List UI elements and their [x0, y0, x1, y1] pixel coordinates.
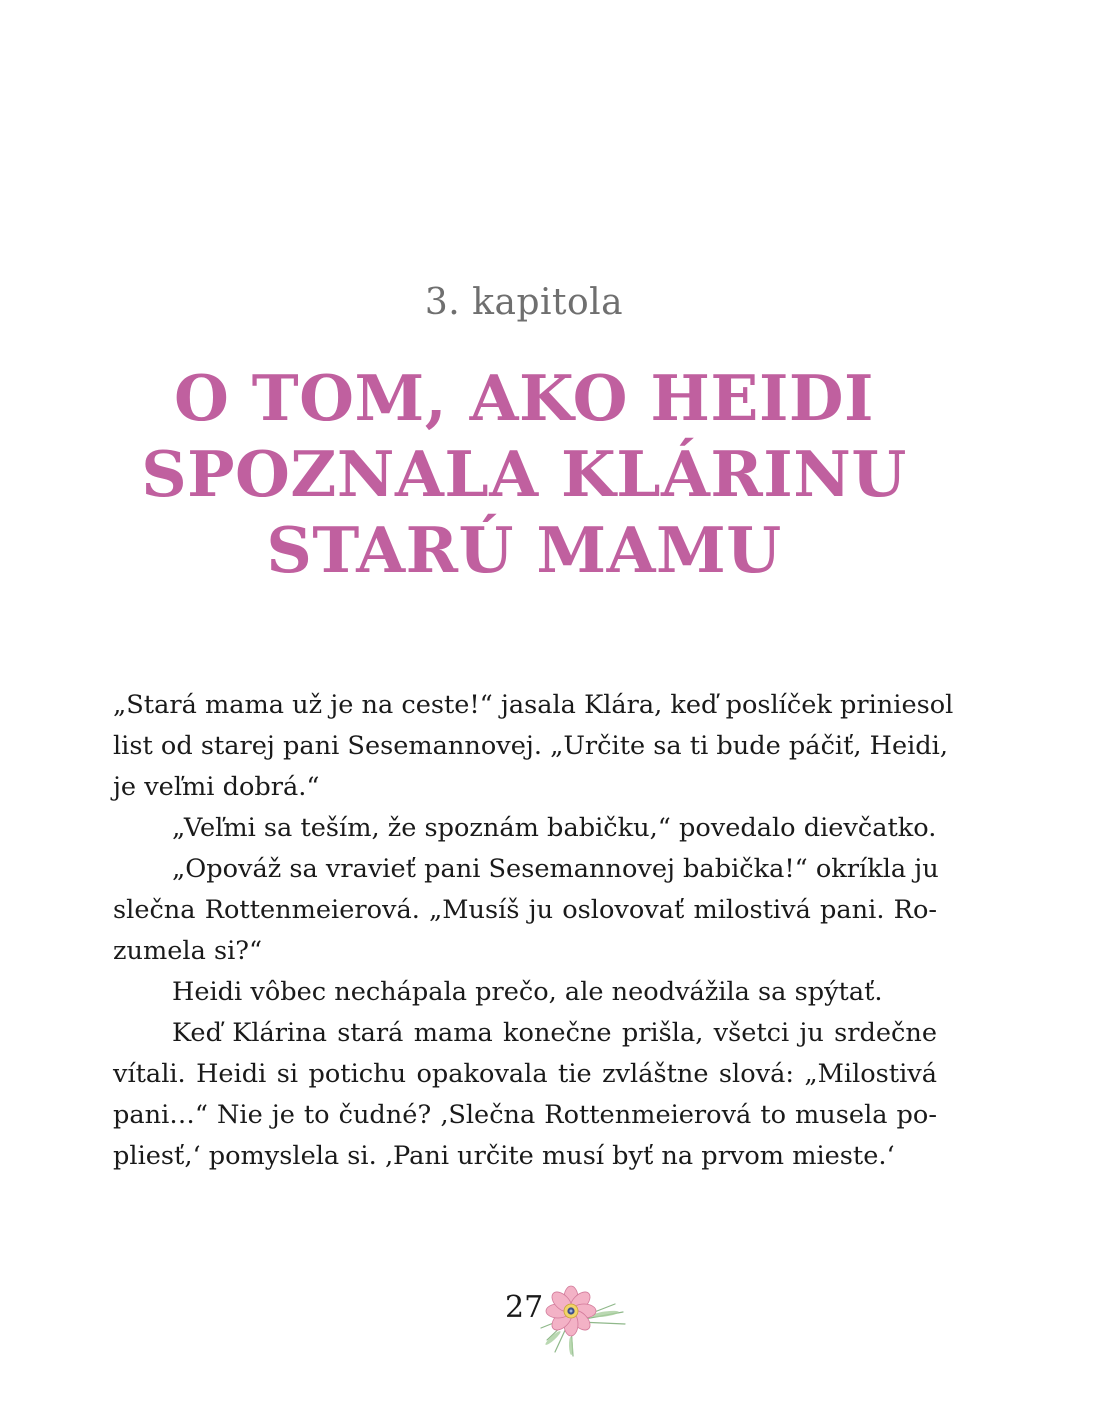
chapter-title-line: STARÚ MAMU: [266, 513, 782, 587]
text-line: Keď Klárina stará mama konečne prišla, všetci ju srdečne: [172, 1018, 937, 1048]
text-line: je veľmi dobrá.“: [113, 772, 320, 802]
text-line: Heidi vôbec nechápala prečo, ale neodvážila sa spýtať.: [172, 977, 883, 1007]
text-line: pani…“ Nie je to čudné? ‚Slečna Rottenmeierová to musela po-: [113, 1100, 937, 1130]
text-line: „Opováž sa vravieť pani Sesemannovej babička!“ okríkla ju: [172, 854, 939, 884]
text-line: slečna Rottenmeierová. „Musíš ju oslovovať milostivá pani. Ro-: [113, 895, 937, 925]
page-number: 27: [505, 1290, 544, 1325]
text-line: „Stará mama už je na ceste!“ jasala Klára, keď poslíček priniesol: [113, 690, 954, 720]
text-line: vítali. Heidi si potichu opakovala tie zvláštne slová: „Milostivá: [113, 1059, 937, 1089]
text-line: „Veľmi sa teším, že spoznám babičku,“ povedalo dievčatko.: [172, 813, 937, 843]
flower-icon: [535, 1278, 630, 1358]
text-line: list od starej pani Sesemannovej. „Určite sa ti bude páčiť, Heidi,: [113, 731, 948, 761]
text-line: pliesť,‘ pomyslela si. ‚Pani určite musí byť na prvom mieste.‘: [113, 1141, 895, 1171]
chapter-label: 3. kapitola: [424, 282, 624, 323]
chapter-title-line: SPOZNALA KLÁRINU: [141, 437, 907, 511]
chapter-title-line: O TOM, AKO HEIDI: [173, 361, 875, 435]
text-line: zumela si?“: [113, 936, 263, 966]
chapter-title: [0, 360, 1048, 588]
chapter-body-text: [113, 685, 954, 1177]
